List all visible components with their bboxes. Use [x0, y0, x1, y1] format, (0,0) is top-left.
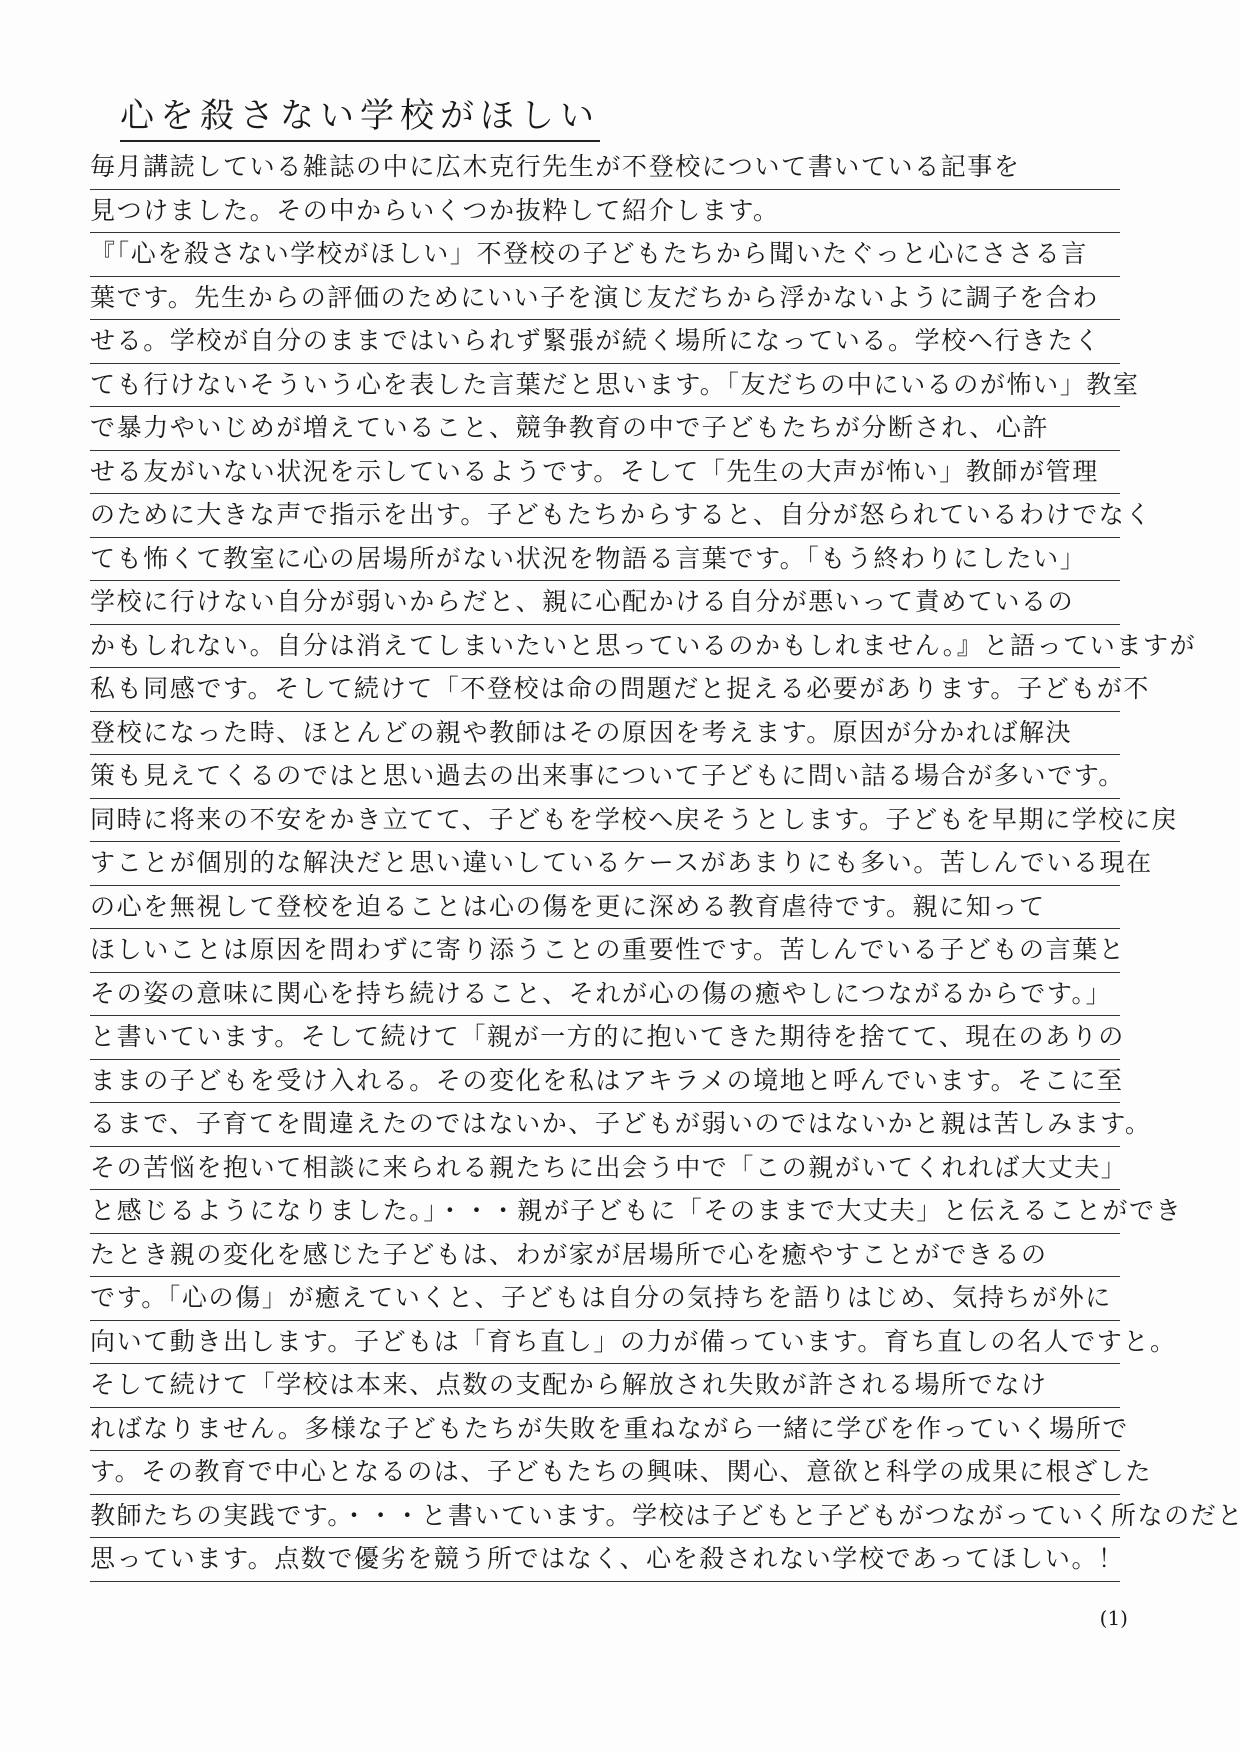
document-body — [90, 146, 1244, 1582]
text-line: ても怖くて教室に心の居場所がない状況を物語る言葉です。「もう終わりにしたい」 — [90, 538, 1120, 582]
text-line: 教師たちの実践です。・・・と書いています。学校は子どもと子どもがつながっていく所なのだと — [90, 1495, 1120, 1539]
text-line: ても行けないそういう心を表した言葉だと思います。「友だちの中にいるのが怖い」教室 — [90, 364, 1120, 408]
text-line: の心を無視して登校を迫ることは心の傷を更に深める教育虐待です。親に知って — [90, 886, 1120, 930]
text-line: と感じるようになりました。」・・・親が子どもに「そのままで大丈夫」と伝えることができ — [90, 1190, 1120, 1234]
text-line: 向いて動き出します。子どもは「育ち直し」の力が備っています。育ち直しの名人ですと。 — [90, 1321, 1120, 1365]
text-line: ままの子どもを受け入れる。その変化を私はアキラメの境地と呼んでいます。そこに至 — [90, 1060, 1120, 1104]
text-line: そして続けて「学校は本来、点数の支配から解放され失敗が許される場所でなけ — [90, 1364, 1120, 1408]
text-line: その苦悩を抱いて相談に来られる親たちに出会う中で「この親がいてくれれば大丈夫」 — [90, 1147, 1120, 1191]
text-line: 思っています。点数で優劣を競う所ではなく、心を殺されない学校であってほしい。！ — [90, 1538, 1120, 1582]
text-line: せる友がいない状況を示しているようです。そして「先生の大声が怖い」教師が管理 — [90, 451, 1120, 495]
text-line: 毎月講読している雑誌の中に広木克行先生が不登校について書いている記事を — [90, 146, 1120, 190]
text-line: のために大きな声で指示を出す。子どもたちからすると、自分が怒られているわけでなく — [90, 494, 1120, 538]
text-line: 葉です。先生からの評価のためにいい子を演じ友だちから浮かないように調子を合わ — [90, 277, 1120, 321]
text-line: ればなりません。多様な子どもたちが失敗を重ねながら一緒に学びを作っていく場所で — [90, 1408, 1120, 1452]
text-line: 登校になった時、ほとんどの親や教師はその原因を考えます。原因が分かれば解決 — [90, 712, 1120, 756]
text-line: たとき親の変化を感じた子どもは、わが家が居場所で心を癒やすことができるの — [90, 1234, 1120, 1278]
text-line: で暴力やいじめが増えていること、競争教育の中で子どもたちが分断され、心許 — [90, 407, 1120, 451]
text-line: かもしれない。自分は消えてしまいたいと思っているのかもしれません。』と語っていますが — [90, 625, 1120, 669]
document-title: 心を殺さない学校がほしい — [120, 92, 600, 142]
text-line: 見つけました。その中からいくつか抜粋して紹介します。 — [90, 190, 1120, 234]
text-line: せる。学校が自分のままではいられず緊張が続く場所になっている。学校へ行きたく — [90, 320, 1120, 364]
text-line: 同時に将来の不安をかき立てて、子どもを学校へ戻そうとします。子どもを早期に学校に戻 — [90, 799, 1120, 843]
text-line: 学校に行けない自分が弱いからだと、親に心配かける自分が悪いって責めているの — [90, 581, 1120, 625]
text-line: るまで、子育てを間違えたのではないか、子どもが弱いのではないかと親は苦しみます。 — [90, 1103, 1120, 1147]
text-line: です。「心の傷」が癒えていくと、子どもは自分の気持ちを語りはじめ、気持ちが外に — [90, 1277, 1120, 1321]
page-number: (1) — [1099, 1606, 1128, 1630]
text-line: ほしいことは原因を問わずに寄り添うことの重要性です。苦しんでいる子どもの言葉と — [90, 929, 1120, 973]
text-line: 策も見えてくるのではと思い過去の出来事について子どもに問い詰る場合が多いです。 — [90, 755, 1120, 799]
text-line: 『「心を殺さない学校がほしい」不登校の子どもたちから聞いたぐっと心にささる言 — [90, 233, 1120, 277]
text-line: 私も同感です。そして続けて「不登校は命の問題だと捉える必要があります。子どもが不 — [90, 668, 1120, 712]
text-line: と書いています。そして続けて「親が一方的に抱いてきた期待を捨てて、現在のありの — [90, 1016, 1120, 1060]
text-line: その姿の意味に関心を持ち続けること、それが心の傷の癒やしにつながるからです。」 — [90, 973, 1120, 1017]
text-line: す。その教育で中心となるのは、子どもたちの興味、関心、意欲と科学の成果に根ざした — [90, 1451, 1120, 1495]
text-line: すことが個別的な解決だと思い違いしているケースがあまりにも多い。苦しんでいる現在 — [90, 842, 1120, 886]
